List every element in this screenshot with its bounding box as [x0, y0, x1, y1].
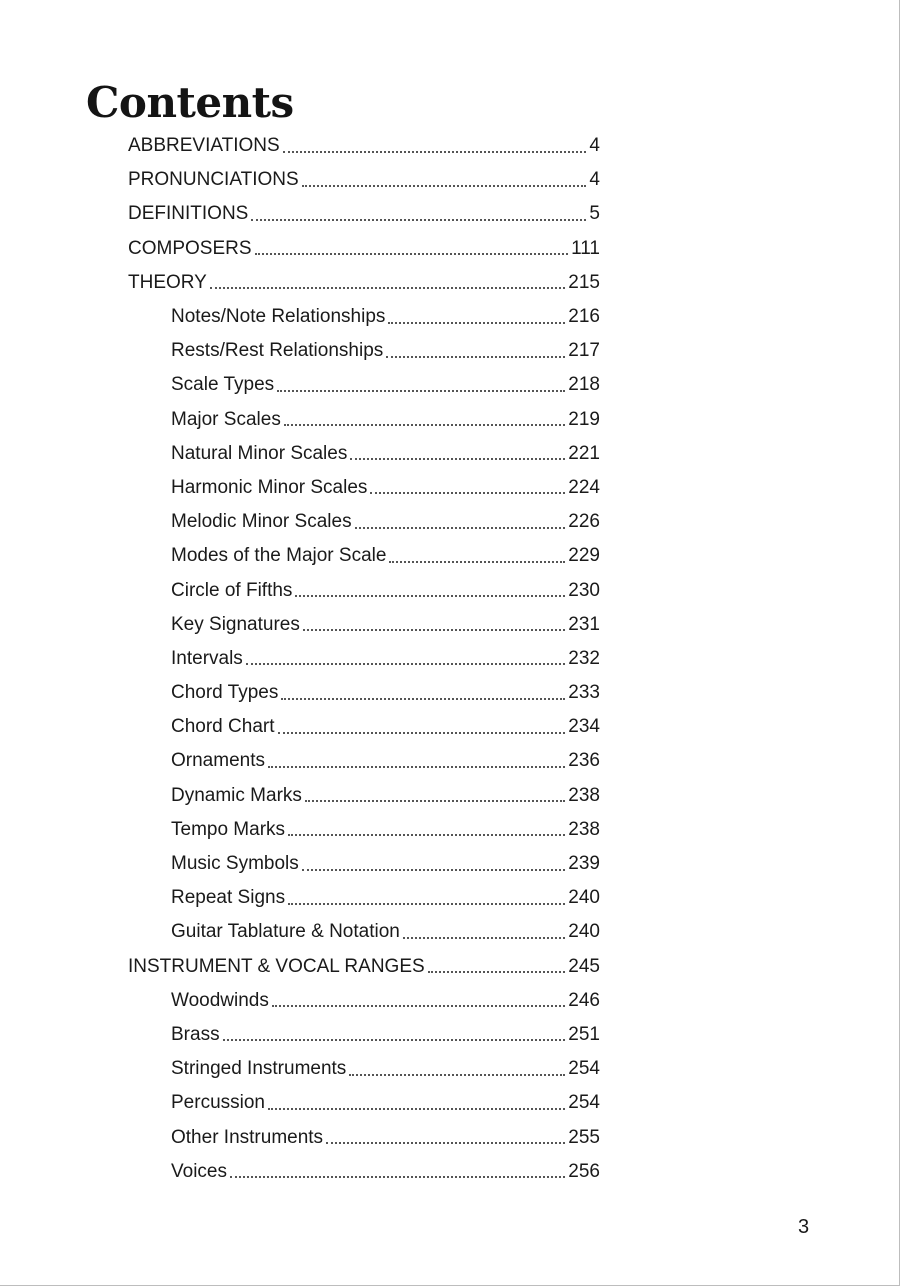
toc-subsection-entry	[0, 1120, 900, 1154]
toc-subsection-entry	[0, 779, 900, 813]
toc-entry-label: PRONUNCIATIONS	[128, 169, 299, 191]
dot-leader	[302, 868, 566, 871]
toc-entry-label: Key Signatures	[171, 613, 300, 635]
dot-leader	[388, 321, 565, 324]
toc-entry-page-number: 240	[568, 887, 600, 909]
toc-entry-label: Harmonic Minor Scales	[171, 476, 368, 498]
toc-section-entry	[0, 232, 900, 266]
toc-entry-label: Major Scales	[171, 408, 281, 430]
toc-subsection-entry	[0, 1155, 900, 1189]
dot-leader	[349, 1073, 565, 1076]
toc-section-entry	[0, 950, 900, 984]
dot-leader	[302, 184, 587, 187]
toc-entry-label: Repeat Signs	[171, 887, 286, 909]
toc-entry-page-number: 230	[568, 579, 600, 601]
toc-section-entry	[0, 197, 900, 231]
toc-entry-label: Tempo Marks	[171, 818, 286, 840]
dot-leader	[230, 1175, 565, 1178]
toc-subsection-entry	[0, 915, 900, 949]
toc-entry-label: Dynamic Marks	[171, 784, 302, 806]
dot-leader	[355, 526, 566, 529]
toc-entry-label: DEFINITIONS	[128, 203, 249, 225]
dot-leader	[281, 697, 565, 700]
toc-entry-label: ABBREVIATIONS	[128, 135, 280, 157]
toc-subsection-entry	[0, 403, 900, 437]
toc-subsection-entry	[0, 573, 900, 607]
dot-leader	[403, 936, 565, 939]
dot-leader	[303, 628, 565, 631]
toc-section-entry	[0, 163, 900, 197]
toc-subsection-entry	[0, 334, 900, 368]
toc-subsection-entry	[0, 676, 900, 710]
toc-entry-page-number: 238	[568, 818, 600, 840]
toc-entry-label: Melodic Minor Scales	[171, 511, 352, 533]
toc-entry-page-number: 234	[568, 716, 600, 738]
toc-entry-label: Guitar Tablature & Notation	[171, 921, 400, 943]
toc-entry-label: Scale Types	[171, 374, 275, 396]
table-of-contents	[0, 129, 900, 1189]
toc-subsection-entry	[0, 471, 900, 505]
toc-subsection-entry	[0, 642, 900, 676]
dot-leader	[295, 594, 565, 597]
dot-leader	[210, 286, 565, 289]
toc-entry-label: Percussion	[171, 1092, 265, 1114]
toc-entry-page-number: 254	[568, 1092, 600, 1114]
toc-entry-page-number: 239	[568, 853, 600, 875]
toc-entry-label: Other Instruments	[171, 1126, 324, 1148]
toc-section-entry	[0, 129, 900, 163]
toc-subsection-entry	[0, 1086, 900, 1120]
toc-entry-page-number: 233	[568, 682, 600, 704]
dot-leader	[386, 355, 565, 358]
toc-entry-label: Music Symbols	[171, 853, 299, 875]
toc-entry-page-number: 215	[568, 271, 600, 293]
toc-entry-page-number: 232	[568, 647, 600, 669]
toc-entry-label: Notes/Note Relationships	[171, 306, 386, 328]
dot-leader	[278, 731, 566, 734]
toc-entry-page-number: 231	[568, 613, 600, 635]
dot-leader	[251, 218, 586, 221]
toc-entry-label: Ornaments	[171, 750, 265, 772]
dot-leader	[277, 389, 565, 392]
toc-entry-label: Woodwinds	[171, 989, 269, 1011]
toc-entry-label: Voices	[171, 1160, 227, 1182]
toc-entry-label: INSTRUMENT & VOCAL RANGES	[128, 955, 425, 977]
page-title: Contents	[86, 78, 294, 127]
toc-entry-page-number: 217	[568, 340, 600, 362]
dot-leader	[268, 1107, 565, 1110]
toc-entry-page-number: 224	[568, 476, 600, 498]
toc-subsection-entry	[0, 984, 900, 1018]
toc-entry-page-number: 238	[568, 784, 600, 806]
toc-entry-label: Chord Types	[171, 682, 279, 704]
dot-leader	[326, 1141, 565, 1144]
toc-entry-page-number: 219	[568, 408, 600, 430]
toc-subsection-entry	[0, 368, 900, 402]
toc-entry-label: Intervals	[171, 647, 243, 669]
dot-leader	[272, 1004, 565, 1007]
toc-entry-page-number: 254	[568, 1058, 600, 1080]
toc-entry-page-number: 240	[568, 921, 600, 943]
toc-entry-page-number: 236	[568, 750, 600, 772]
toc-entry-page-number: 111	[571, 237, 600, 259]
dot-leader	[305, 799, 565, 802]
toc-entry-label: Stringed Instruments	[171, 1058, 347, 1080]
dot-leader	[268, 765, 565, 768]
dot-leader	[389, 560, 565, 563]
toc-subsection-entry	[0, 1052, 900, 1086]
page-number: 3	[798, 1216, 810, 1238]
toc-subsection-entry	[0, 813, 900, 847]
toc-subsection-entry	[0, 744, 900, 778]
toc-entry-page-number: 216	[568, 306, 600, 328]
toc-subsection-entry	[0, 300, 900, 334]
dot-leader	[283, 150, 587, 153]
toc-subsection-entry	[0, 608, 900, 642]
dot-leader	[223, 1038, 566, 1041]
toc-entry-page-number: 4	[589, 169, 600, 191]
toc-subsection-entry	[0, 710, 900, 744]
toc-subsection-entry	[0, 505, 900, 539]
toc-entry-page-number: 251	[568, 1023, 600, 1045]
toc-entry-label: THEORY	[128, 271, 207, 293]
toc-entry-page-number: 4	[589, 135, 600, 157]
dot-leader	[284, 423, 565, 426]
toc-subsection-entry	[0, 881, 900, 915]
toc-entry-label: Brass	[171, 1023, 220, 1045]
toc-section-entry	[0, 266, 900, 300]
dot-leader	[350, 457, 565, 460]
dot-leader	[288, 902, 565, 905]
toc-entry-label: Rests/Rest Relationships	[171, 340, 384, 362]
toc-entry-page-number: 256	[568, 1160, 600, 1182]
toc-entry-page-number: 246	[568, 989, 600, 1011]
toc-entry-page-number: 5	[589, 203, 600, 225]
dot-leader	[246, 662, 565, 665]
toc-entry-page-number: 245	[568, 955, 600, 977]
toc-subsection-entry	[0, 1018, 900, 1052]
dot-leader	[370, 491, 565, 494]
toc-entry-label: Chord Chart	[171, 716, 275, 738]
dot-leader	[428, 970, 566, 973]
dot-leader	[288, 833, 565, 836]
toc-entry-page-number: 229	[568, 545, 600, 567]
toc-entry-page-number: 255	[568, 1126, 600, 1148]
toc-entry-label: Natural Minor Scales	[171, 442, 348, 464]
toc-subsection-entry	[0, 539, 900, 573]
toc-entry-page-number: 226	[568, 511, 600, 533]
toc-subsection-entry	[0, 847, 900, 881]
toc-entry-label: Circle of Fifths	[171, 579, 293, 601]
toc-entry-label: COMPOSERS	[128, 237, 252, 259]
toc-entry-label: Modes of the Major Scale	[171, 545, 387, 567]
toc-entry-page-number: 218	[568, 374, 600, 396]
dot-leader	[255, 252, 569, 255]
toc-subsection-entry	[0, 437, 900, 471]
toc-entry-page-number: 221	[568, 442, 600, 464]
